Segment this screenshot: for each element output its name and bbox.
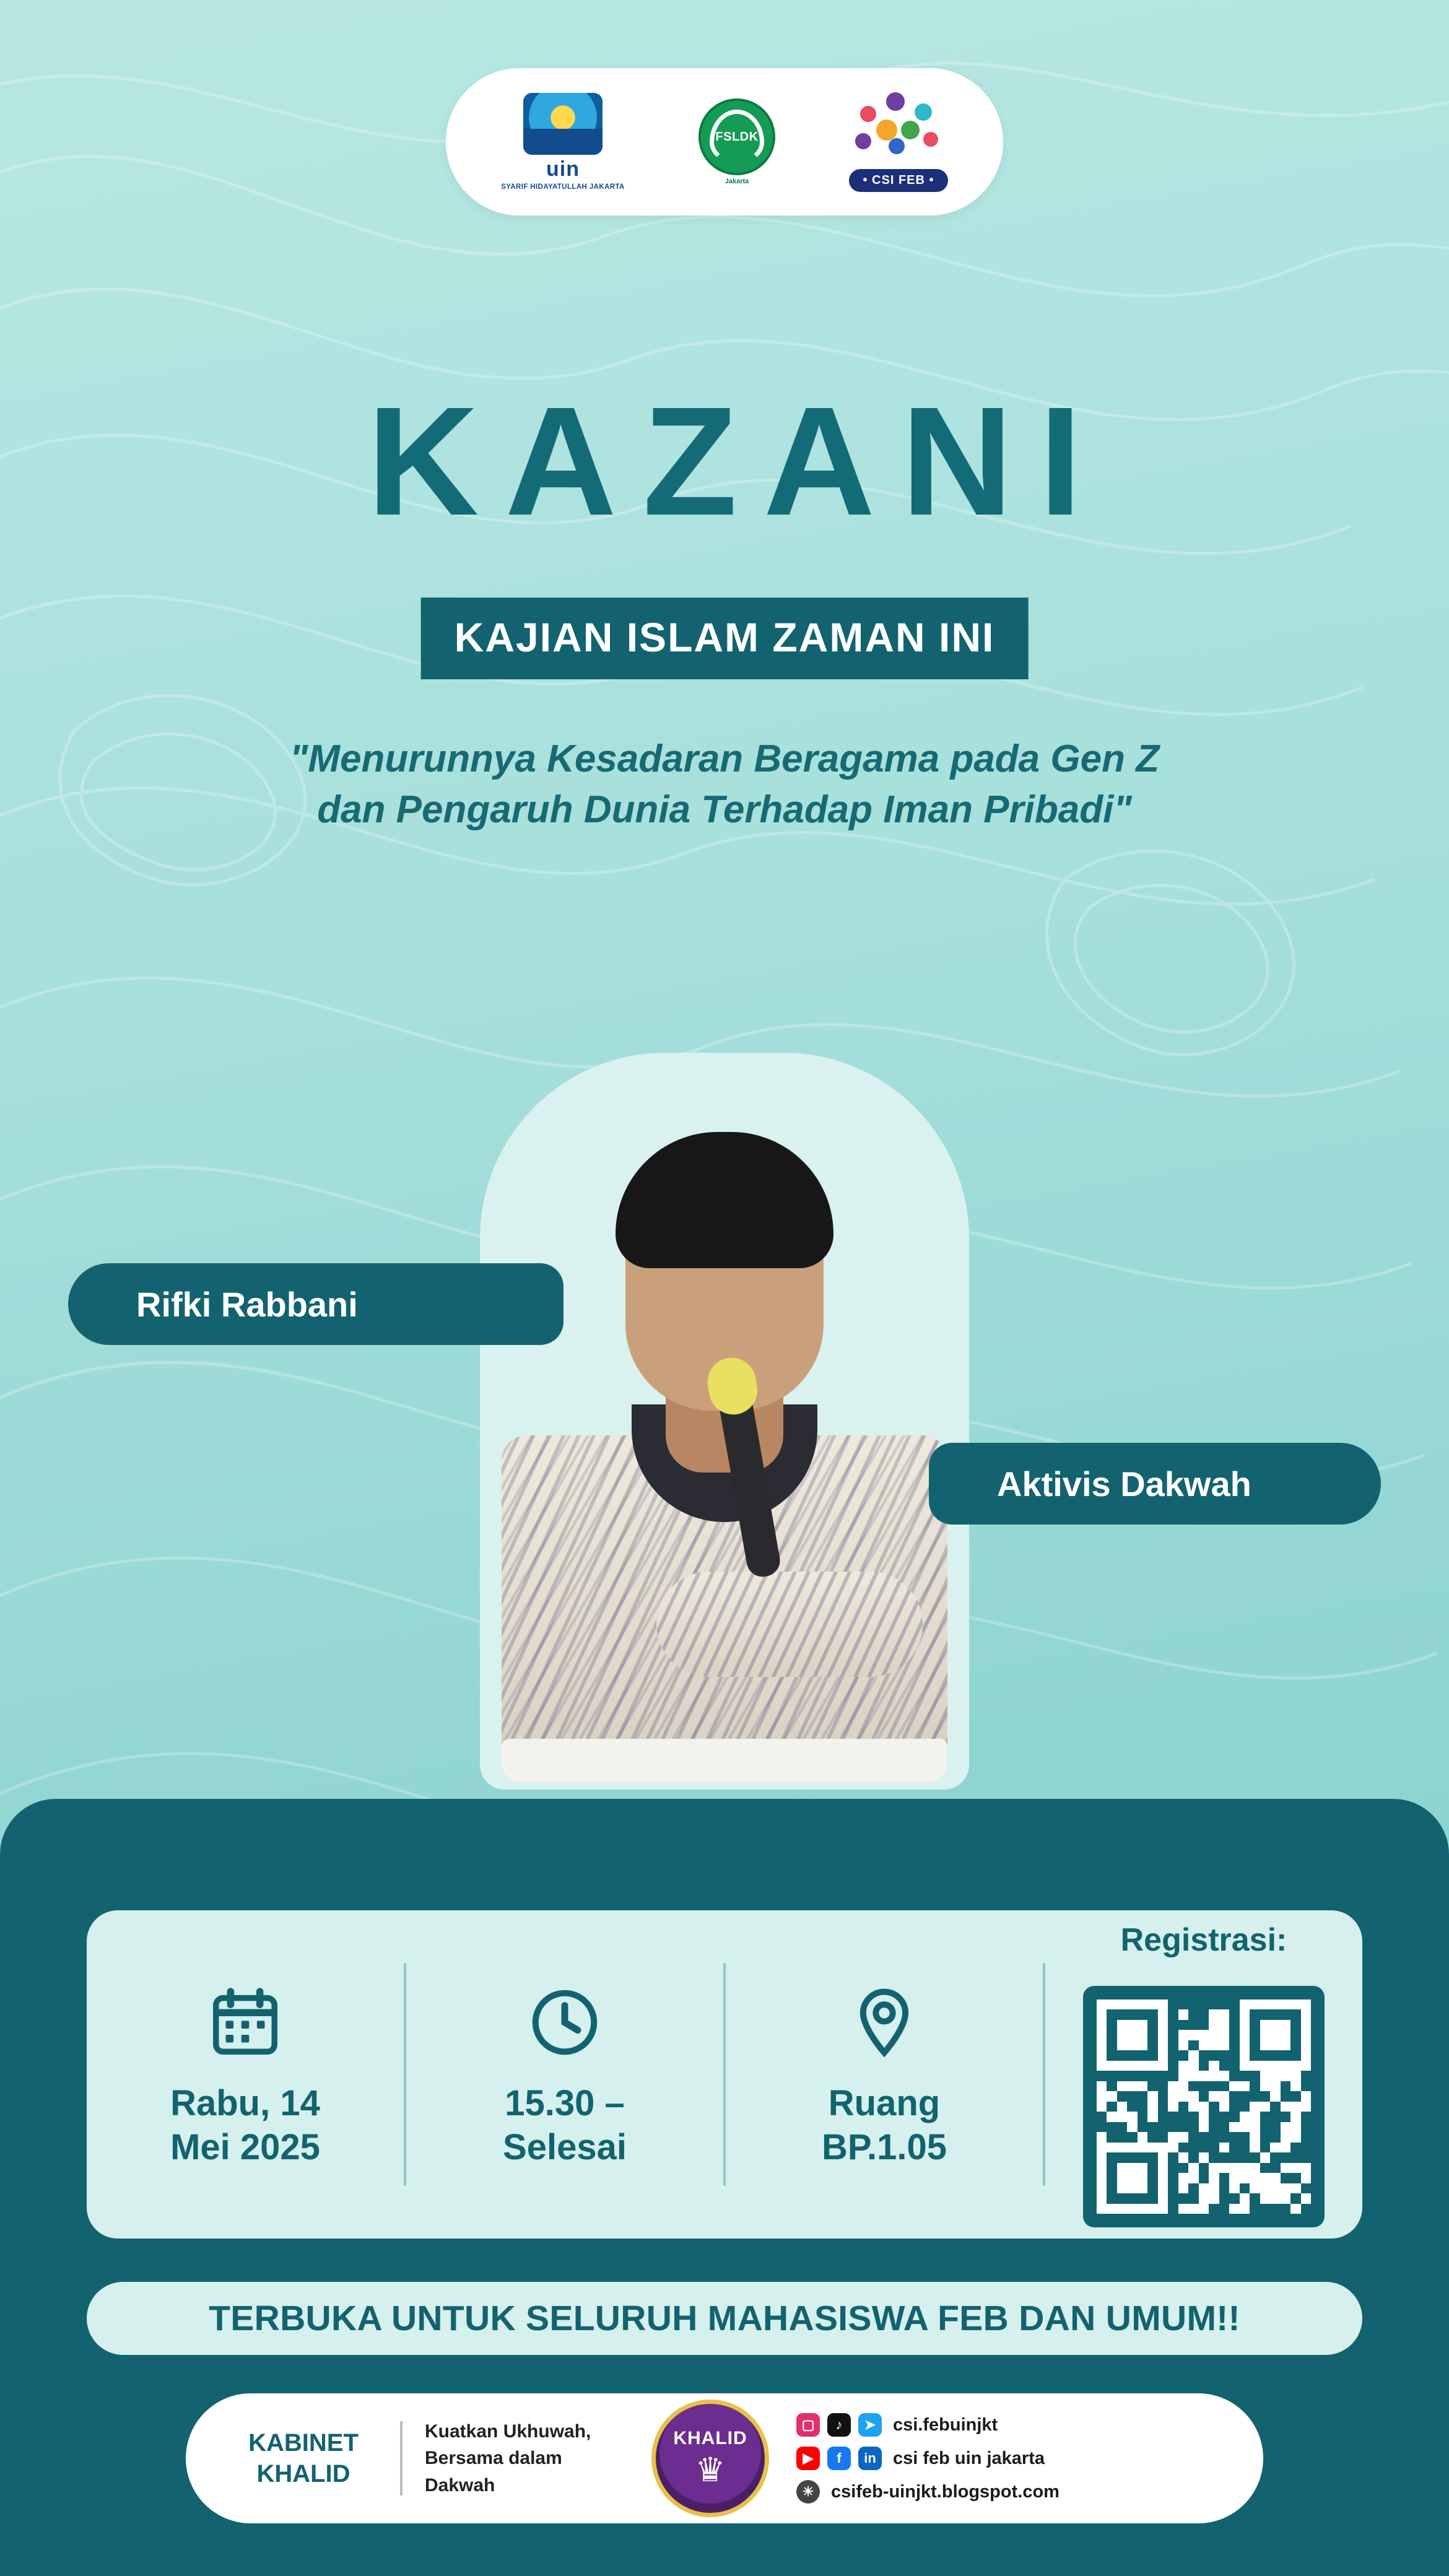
facebook-icon[interactable]: f [827,2447,851,2470]
fsldk-logo [687,98,786,185]
event-date-line-1: Rabu, 14 [170,2083,320,2124]
registration-label: Registrasi: [1120,1922,1287,1958]
speaker-arm [656,1572,923,1677]
tiktok-icon[interactable]: ♪ [827,2413,851,2437]
footer-bar [186,2393,1263,2523]
instagram-icon[interactable]: ▢ [796,2413,820,2437]
event-date-block [87,1910,404,2239]
event-date-line-2: Mei 2025 [170,2127,320,2167]
qr-code-grid [1097,1999,1311,2214]
event-date-text [170,2082,320,2170]
open-to-all-text: TERBUKA UNTUK SELURUH MAHASISWA FEB DAN UMUM!! [209,2299,1240,2338]
khalid-cabinet-logo [651,2400,769,2517]
speaker-figure [502,1076,947,1782]
event-location-line-1: Ruang [828,2083,941,2124]
uin-logo-word: uin [546,157,580,181]
fsldk-logo-caption: Jakarta [724,178,749,185]
khalid-logo-emblem-icon: ♛ [695,2451,726,2489]
cabinet-name [229,2427,378,2489]
speaker-role-tag: Aktivis Dakwah [929,1443,1381,1525]
event-info-card [87,1910,1362,2239]
location-pin-icon [841,1979,928,2066]
social-row[interactable] [796,2413,1060,2437]
quote-line-2: dan Pengaruh Dunia Terhadap Iman Pribadi" [317,788,1132,831]
uin-logo [492,93,634,191]
speaker-hair [616,1132,833,1268]
social-row[interactable] [796,2480,1060,2504]
twitter-icon[interactable]: ➤ [858,2413,882,2437]
open-to-all-banner [87,2282,1362,2355]
quote-line-1: "Menurunnya Kesadaran Beragama pada Gen Z [289,738,1160,780]
linkedin-icon[interactable]: in [858,2447,882,2470]
csi-feb-logo-pill: • CSI FEB • [849,169,947,192]
fsldk-logo-text: FSLDK [715,129,759,144]
event-location-block [726,1910,1043,2239]
social-handle: csifeb-uinjkt.blogspot.com [831,2481,1060,2502]
speaker-name-tag: Rifki Rabbani [68,1263,564,1345]
cabinet-line-1: KABINET [248,2429,359,2456]
institution-logo-bar [446,68,1003,215]
poster-title: KAZANI [367,375,1108,547]
khalid-logo-word: KHALID [673,2427,747,2448]
speaker-table [502,1739,947,1782]
event-time-text [503,2082,627,2170]
youtube-icon[interactable]: ▶ [796,2447,820,2470]
social-handle: csi feb uin jakarta [893,2448,1045,2468]
cabinet-line-2: KHALID [256,2460,350,2487]
registration-block [1045,1910,1362,2239]
event-time-block [406,1910,723,2239]
csi-dots-icon [855,92,942,164]
tagline-line-1: Kuatkan Ukhuwah, [425,2421,591,2442]
csi-feb-logo [840,92,957,192]
event-details-panel [0,1799,1449,2576]
clock-icon [521,1979,608,2066]
footer-divider [400,2421,402,2496]
event-time-line-1: 15.30 – [505,2083,625,2124]
poster-subtitle-bar: KAJIAN ISLAM ZAMAN INI [421,598,1029,679]
tagline-line-3: Dakwah [425,2474,495,2496]
tagline-line-2: Bersama dalam [425,2448,562,2469]
uin-mark-icon [523,93,603,155]
poster-quote [0,734,1449,835]
organization-tagline [425,2418,629,2499]
fsldk-mark-icon [698,98,775,175]
social-row[interactable] [796,2447,1060,2470]
speaker-photo [458,1016,991,1790]
globe-icon[interactable]: ☀ [796,2480,820,2504]
event-location-line-2: BP.1.05 [821,2127,947,2167]
registration-qr-code[interactable] [1083,1986,1325,2227]
calendar-icon [202,1979,289,2066]
event-location-text [822,2082,947,2170]
social-media-list [796,2413,1060,2504]
social-handle: csi.febuinjkt [893,2414,998,2435]
uin-logo-subtitle: SYARIF HIDAYATULLAH JAKARTA [501,183,625,191]
event-time-line-2: Selesai [503,2127,627,2167]
